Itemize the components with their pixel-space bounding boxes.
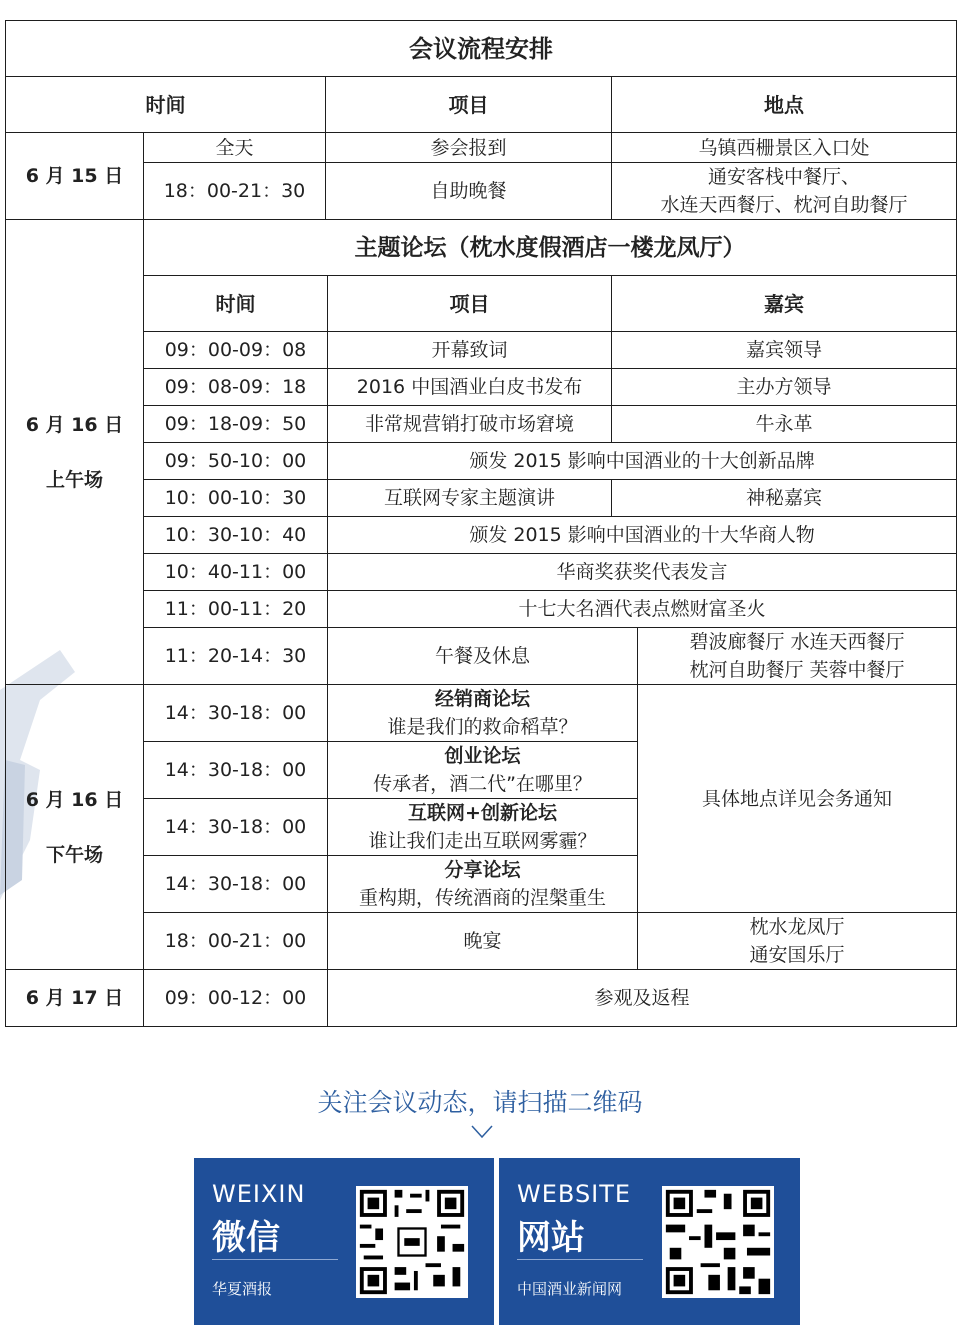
forum-title: 主题论坛（枕水度假酒店一楼龙凤厅） xyxy=(144,220,957,276)
date-cell: 6 月 15 日 xyxy=(6,133,144,220)
item-cell: 非常规营销打破市场窘境 xyxy=(328,406,612,443)
guest-cell: 嘉宾领导 xyxy=(612,332,957,369)
item-cell: 互联网专家主题演讲 xyxy=(328,480,612,517)
time-cell: 09：18-09：50 xyxy=(144,406,328,443)
time-cell: 18：00-21：00 xyxy=(144,913,328,970)
website-en-label: WEBSITE xyxy=(517,1180,632,1208)
time-cell: 09：00-12：00 xyxy=(144,970,328,1027)
time-cell: 09：08-09：18 xyxy=(144,369,328,406)
place-line: 水连天西餐厅、枕河自助餐厅 xyxy=(660,194,908,216)
forum-name: 经销商论坛 xyxy=(434,688,530,710)
header-guest: 嘉宾 xyxy=(612,276,957,332)
item-cell: 自助晚餐 xyxy=(326,163,612,220)
afternoon-date: 6 月 16 日 xyxy=(25,788,124,811)
weixin-zh-label: 微信 xyxy=(212,1218,280,1258)
time-cell: 10：00-10：30 xyxy=(144,480,328,517)
place-cell xyxy=(612,163,957,220)
time-cell: 11：20-14：30 xyxy=(144,628,328,685)
forum-cell xyxy=(328,856,638,913)
forum-topic: 谁是我们的救命稻草？ xyxy=(387,716,578,738)
header-place: 地点 xyxy=(612,77,957,133)
afternoon-label: 下午场 xyxy=(45,843,103,866)
weixin-qr-code-icon[interactable] xyxy=(356,1186,468,1298)
guest-cell: 神秘嘉宾 xyxy=(612,480,957,517)
guest-cell: 牛永革 xyxy=(612,406,957,443)
chevron-down-icon xyxy=(470,1124,494,1140)
header-time: 时间 xyxy=(6,77,326,133)
time-cell: 11：00-11：20 xyxy=(144,591,328,628)
place-line: 碧波廊餐厅 水连天西餐厅 xyxy=(689,631,905,653)
time-cell: 14：30-18：00 xyxy=(144,856,328,913)
morning-date: 6 月 16 日 xyxy=(25,413,124,436)
merged-cell: 参观及返程 xyxy=(328,970,957,1027)
merged-cell: 颁发 2015 影响中国酒业的十大创新品牌 xyxy=(328,443,957,480)
place-cell xyxy=(638,628,957,685)
place-cell xyxy=(638,913,957,970)
item-cell: 2016 中国酒业白皮书发布 xyxy=(328,369,612,406)
merged-cell: 十七大名酒代表点燃财富圣火 xyxy=(328,591,957,628)
divider xyxy=(212,1259,338,1260)
time-cell: 14：30-18：00 xyxy=(144,742,328,799)
divider xyxy=(517,1259,643,1260)
afternoon-place-cell: 具体地点详见会务通知 xyxy=(638,685,957,913)
forum-topic: 重构期，传统酒商的涅槃重生 xyxy=(358,887,606,909)
afternoon-date-cell xyxy=(6,685,144,970)
forum-topic: 谁让我们走出互联网雾霾？ xyxy=(368,830,597,852)
place-line: 枕河自助餐厅 芙蓉中餐厅 xyxy=(689,659,905,681)
forum-cell xyxy=(328,742,638,799)
header-item: 项目 xyxy=(328,276,612,332)
time-cell: 09：50-10：00 xyxy=(144,443,328,480)
time-cell: 10：30-10：40 xyxy=(144,517,328,554)
time-cell: 14：30-18：00 xyxy=(144,799,328,856)
item-cell: 参会报到 xyxy=(326,133,612,163)
morning-label: 上午场 xyxy=(45,468,103,491)
schedule-table xyxy=(5,20,957,1027)
page-title: 会议流程安排 xyxy=(6,21,957,77)
website-site-name: 中国酒业新闻网 xyxy=(517,1280,623,1298)
time-cell: 14：30-18：00 xyxy=(144,685,328,742)
place-line: 枕水龙凤厅 xyxy=(749,916,845,938)
time-cell: 09：00-09：08 xyxy=(144,332,328,369)
forum-cell xyxy=(328,799,638,856)
item-cell: 开幕致词 xyxy=(328,332,612,369)
merged-cell: 华商奖获奖代表发言 xyxy=(328,554,957,591)
weixin-panel xyxy=(194,1158,494,1325)
header-item: 项目 xyxy=(326,77,612,133)
item-cell: 午餐及休息 xyxy=(328,628,638,685)
website-qr-code-icon[interactable] xyxy=(662,1186,774,1298)
morning-date-cell xyxy=(6,220,144,685)
weixin-en-label: WEIXIN xyxy=(212,1180,306,1208)
forum-cell xyxy=(328,685,638,742)
forum-topic: 传承者，酒二代”在哪里？ xyxy=(373,773,592,795)
website-zh-label: 网站 xyxy=(517,1218,585,1258)
time-cell: 全天 xyxy=(144,133,326,163)
guest-cell: 主办方领导 xyxy=(612,369,957,406)
place-cell: 乌镇西栅景区入口处 xyxy=(612,133,957,163)
qr-cta-text: 关注会议动态，请扫描二维码 xyxy=(317,1088,643,1117)
merged-cell: 颁发 2015 影响中国酒业的十大华商人物 xyxy=(328,517,957,554)
website-panel xyxy=(499,1158,800,1325)
forum-name: 创业论坛 xyxy=(444,745,521,767)
place-line: 通安客栈中餐厅、 xyxy=(708,166,861,188)
forum-name: 分享论坛 xyxy=(444,859,521,881)
date-cell: 6 月 17 日 xyxy=(6,970,144,1027)
weixin-account-name: 华夏酒报 xyxy=(212,1280,273,1298)
place-line: 通安国乐厅 xyxy=(749,944,845,966)
header-time: 时间 xyxy=(144,276,328,332)
forum-name: 互联网+创新论坛 xyxy=(408,802,557,824)
item-cell: 晚宴 xyxy=(328,913,638,970)
time-cell: 10：40-11：00 xyxy=(144,554,328,591)
time-cell: 18：00-21：30 xyxy=(144,163,326,220)
